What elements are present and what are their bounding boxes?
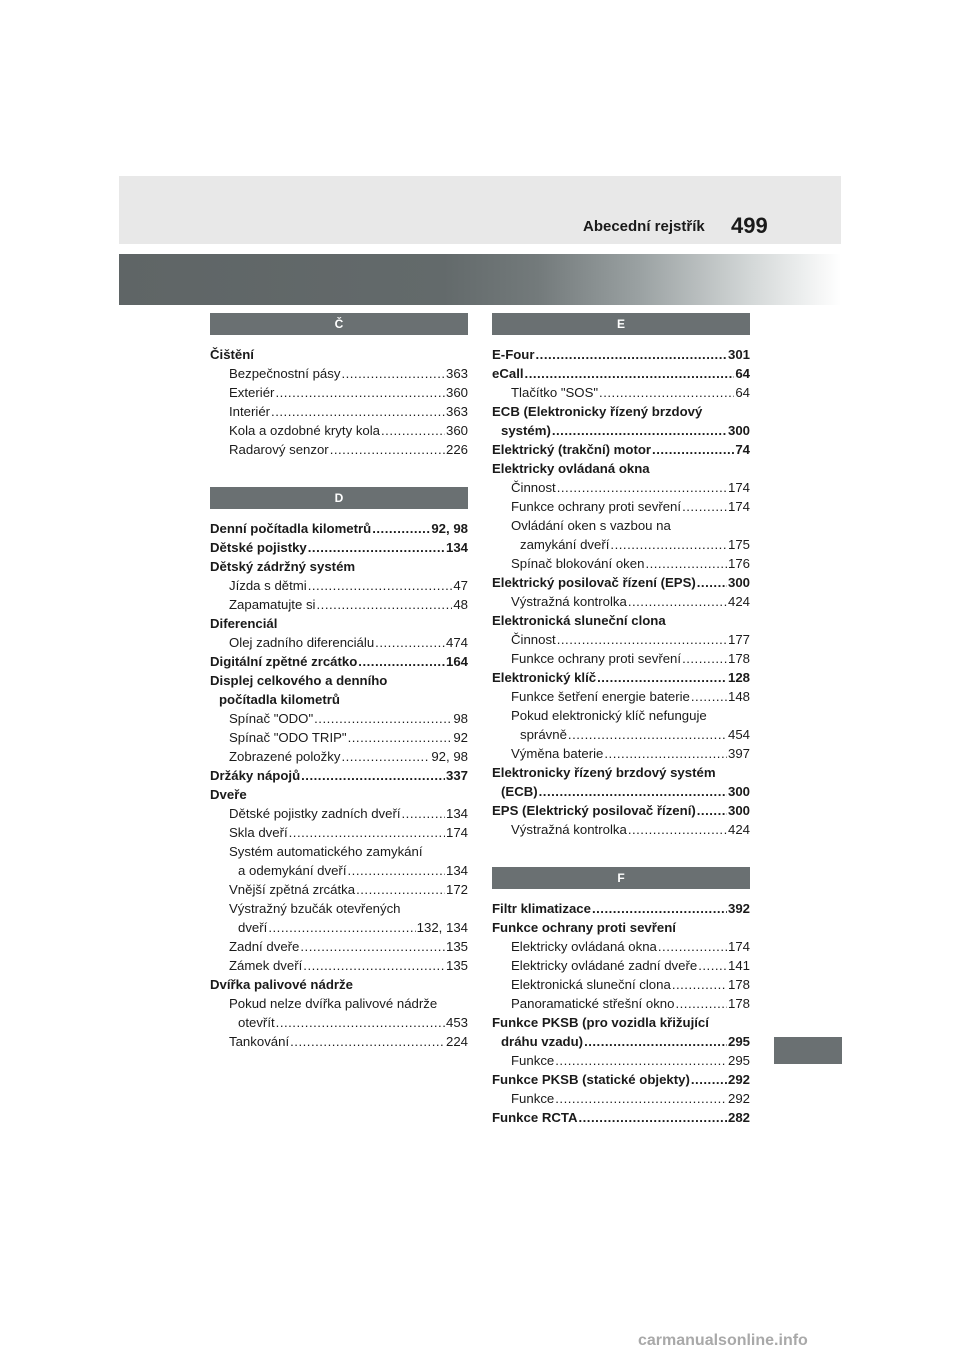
index-entry-page: 134: [445, 806, 468, 821]
index-entry-page: 178: [727, 651, 750, 666]
index-entry: [210, 918, 468, 937]
index-entry-page: 92, 98: [431, 521, 468, 536]
index-entry-page: 47: [453, 578, 468, 593]
index-entry: [210, 595, 468, 614]
dot-leader: [268, 918, 415, 937]
index-entry: [492, 1013, 750, 1032]
index-entry: [210, 557, 468, 576]
dot-leader: [557, 478, 727, 497]
dot-leader: [645, 554, 727, 573]
dot-leader: [289, 823, 445, 842]
index-entry-text: Výměna baterie: [511, 746, 604, 761]
index-entry: [210, 614, 468, 633]
index-entry: [210, 975, 468, 994]
watermark: carmanualsonline.info: [638, 1332, 808, 1349]
index-entry-text: Tlačítko "SOS": [511, 385, 599, 400]
index-entry: [210, 823, 468, 842]
index-entry: [210, 519, 468, 538]
page-number: 499: [731, 213, 768, 238]
dot-leader: [276, 1013, 445, 1032]
index-entry: [210, 690, 468, 709]
index-entry: [210, 728, 468, 747]
dot-leader: [341, 364, 445, 383]
index-entry-text: Ovládání oken s vazbou na: [511, 518, 671, 533]
index-entry: [492, 345, 750, 364]
index-entry-text: Zobrazené položky: [229, 749, 341, 764]
dot-leader: [341, 747, 430, 766]
index-entry: [210, 402, 468, 421]
index-entry-text: EPS (Elektrický posilovač řízení): [492, 803, 696, 818]
index-entry-page: 397: [727, 746, 750, 761]
dot-leader: [597, 668, 727, 687]
index-entry-text: Pokud nelze dvířka palivové nádrže: [229, 996, 438, 1011]
index-entry-page: 300: [727, 784, 750, 799]
index-entry-text: Funkce RCTA: [492, 1110, 578, 1125]
index-entry-page: 360: [445, 423, 468, 438]
section-letter-header: D: [210, 487, 468, 509]
dot-leader: [555, 1089, 727, 1108]
section-gap: [492, 839, 750, 867]
index-entry: [210, 937, 468, 956]
index-entry-text: Čištění: [210, 347, 254, 362]
section-gap: [210, 459, 468, 487]
dot-leader: [610, 535, 727, 554]
index-entry: [210, 345, 468, 364]
index-entry: [492, 478, 750, 497]
index-entry-text: otevřít: [238, 1015, 275, 1030]
dot-leader: [290, 1032, 445, 1051]
index-entry-page: 424: [727, 822, 750, 837]
index-entry-text: Funkce PKSB (pro vozidla křižující: [492, 1015, 709, 1030]
dot-leader: [348, 728, 453, 747]
index-entry-text: Funkce ochrany proti sevření: [511, 651, 682, 666]
index-entry-page: 174: [727, 939, 750, 954]
index-entry-text: Zámek dveří: [229, 958, 303, 973]
index-entry-text: Filtr klimatizace: [492, 901, 591, 916]
index-entry-text: Panoramatické střešní okno: [511, 996, 675, 1011]
index-entry-page: 292: [727, 1091, 750, 1106]
index-entry-text: Výstražná kontrolka: [511, 594, 627, 609]
index-entry-text: Zapamatujte si: [229, 597, 316, 612]
dot-leader: [381, 421, 445, 440]
index-entry: [492, 975, 750, 994]
index-entry-text: Dětské pojistky zadních dveří: [229, 806, 401, 821]
index-entry-page: 360: [445, 385, 468, 400]
dot-leader: [552, 421, 727, 440]
index-entry-text: Bezpečnostní pásy: [229, 366, 341, 381]
index-entry: [210, 652, 468, 671]
index-entry-text: Jízda s dětmi: [229, 578, 307, 593]
index-entry-page: 141: [727, 958, 750, 973]
index-entry-text: Interiér: [229, 404, 271, 419]
index-entry-page: 74: [735, 442, 750, 457]
index-entry-text: E-Four: [492, 347, 535, 362]
index-entry: [210, 538, 468, 557]
index-entry-text: Diferenciál: [210, 616, 278, 631]
dot-leader: [675, 994, 727, 1013]
index-entry-page: 134: [445, 863, 468, 878]
index-entry-text: Dveře: [210, 787, 247, 802]
dot-leader: [691, 1070, 727, 1089]
index-entry: [492, 937, 750, 956]
dot-leader: [555, 1051, 727, 1070]
index-entry: [492, 725, 750, 744]
dot-leader: [658, 937, 727, 956]
index-entry: [492, 1108, 750, 1127]
index-entry-page: 134: [445, 540, 468, 555]
index-entry-text: ECB (Elektronicky řízený brzdový: [492, 404, 703, 419]
index-entry-text: počítadla kilometrů: [219, 692, 340, 707]
index-entry-page: 300: [727, 423, 750, 438]
index-entry-page: 224: [445, 1034, 468, 1049]
index-entry-page: 474: [445, 635, 468, 650]
index-entry: [492, 554, 750, 573]
dot-leader: [330, 440, 445, 459]
index-entry-page: 337: [445, 768, 468, 783]
index-entry-text: Výstražný bzučák otevřených: [229, 901, 401, 916]
index-entry-page: 92: [453, 730, 468, 745]
index-entry-text: Funkce: [511, 1053, 555, 1068]
index-entry: [492, 573, 750, 592]
index-entry-page: 128: [727, 670, 750, 685]
dot-leader: [375, 633, 445, 652]
index-entry: [210, 880, 468, 899]
decorative-gradient-band: [119, 254, 841, 305]
index-entry: [210, 440, 468, 459]
index-column-left: [210, 313, 468, 1051]
index-entry: [492, 421, 750, 440]
dot-leader: [300, 937, 445, 956]
index-entry: [492, 383, 750, 402]
index-entry-text: Displej celkového a denního: [210, 673, 388, 688]
index-entry-page: 295: [727, 1034, 750, 1049]
index-entry-text: a odemykání dveří: [238, 863, 347, 878]
index-entry-page: 226: [445, 442, 468, 457]
index-entry: [492, 687, 750, 706]
index-entry: [492, 649, 750, 668]
index-entry-text: Zadní dveře: [229, 939, 300, 954]
index-entry-text: Exteriér: [229, 385, 275, 400]
index-entry-text: Skla dveří: [229, 825, 288, 840]
index-entry-text: Tankování: [229, 1034, 290, 1049]
index-entry-text: Elektrický posilovač řízení (EPS): [492, 575, 696, 590]
index-entry: [210, 994, 468, 1013]
index-entry: [492, 440, 750, 459]
index-entry: [492, 459, 750, 478]
index-entry: [210, 709, 468, 728]
index-entry-page: 148: [727, 689, 750, 704]
index-entry-text: Činnost: [511, 632, 556, 647]
index-entry-text: Elektricky ovládané zadní dveře: [511, 958, 698, 973]
index-entry-page: 454: [727, 727, 750, 742]
dot-leader: [682, 649, 727, 668]
index-entry: [210, 842, 468, 861]
index-entry-page: 48: [453, 597, 468, 612]
index-entry: [492, 763, 750, 782]
index-entry-page: 174: [445, 825, 468, 840]
index-entry: [492, 706, 750, 725]
index-entry-text: Pokud elektronický klíč nefunguje: [511, 708, 707, 723]
dot-leader: [652, 440, 734, 459]
dot-leader: [584, 1032, 727, 1051]
index-entry: [492, 630, 750, 649]
dot-leader: [697, 573, 727, 592]
index-entry-page: 98: [453, 711, 468, 726]
index-entry-page: 295: [727, 1053, 750, 1068]
index-entry-page: 92, 98: [431, 749, 468, 764]
index-entry: [492, 801, 750, 820]
index-entry-page: 178: [727, 977, 750, 992]
index-entry-text: Elektronicky řízený brzdový systém: [492, 765, 716, 780]
index-entry-text: Kola a ozdobné kryty kola: [229, 423, 381, 438]
dot-leader: [628, 592, 727, 611]
section-letter-header: E: [492, 313, 750, 335]
index-entry: [492, 611, 750, 630]
index-entry: [492, 918, 750, 937]
index-entry-page: 164: [445, 654, 468, 669]
index-entry: [210, 671, 468, 690]
index-entry-text: Systém automatického zamykání: [229, 844, 423, 859]
dot-leader: [372, 519, 430, 538]
index-entry-page: 424: [727, 594, 750, 609]
index-entry-page: 174: [727, 499, 750, 514]
dot-leader: [672, 975, 727, 994]
index-entry: [210, 747, 468, 766]
index-entry: [492, 1051, 750, 1070]
index-entry-page: 292: [727, 1072, 750, 1087]
index-entry-text: Radarový senzor: [229, 442, 329, 457]
dot-leader: [303, 956, 445, 975]
dot-leader: [308, 576, 453, 595]
index-entry: [210, 766, 468, 785]
index-entry-text: Elektronická sluneční clona: [492, 613, 666, 628]
index-entry-text: Elektronická sluneční clona: [511, 977, 671, 992]
index-entry-text: Držáky nápojů: [210, 768, 301, 783]
dot-leader: [358, 652, 445, 671]
index-column-right: [492, 313, 750, 1127]
index-entry-text: Funkce PKSB (statické objekty): [492, 1072, 690, 1087]
index-entry-page: 178: [727, 996, 750, 1011]
index-entry-page: 453: [445, 1015, 468, 1030]
index-entry-text: Elektricky ovládaná okna: [511, 939, 657, 954]
index-entry: [492, 782, 750, 801]
index-entry: [210, 421, 468, 440]
index-entry: [492, 668, 750, 687]
dot-leader: [599, 383, 734, 402]
chapter-side-tab: [774, 1037, 842, 1064]
index-entry-page: 363: [445, 366, 468, 381]
index-entry-text: Výstražná kontrolka: [511, 822, 627, 837]
index-entry-text: systém): [501, 423, 551, 438]
index-entry: [210, 804, 468, 823]
index-entry-text: eCall: [492, 366, 524, 381]
index-entry: [492, 516, 750, 535]
index-entry-text: dráhu vzadu): [501, 1034, 584, 1049]
dot-leader: [356, 880, 445, 899]
index-entry-text: Spínač "ODO": [229, 711, 314, 726]
index-entry-text: Digitální zpětné zrcátko: [210, 654, 358, 669]
index-entry-text: Elektrický (trakční) motor: [492, 442, 652, 457]
index-entry-text: Elektronický klíč: [492, 670, 597, 685]
index-entry-text: Dvířka palivové nádrže: [210, 977, 353, 992]
index-entry-page: 64: [735, 385, 750, 400]
header-title: Abecední rejstřík: [583, 218, 705, 235]
dot-leader: [697, 801, 727, 820]
dot-leader: [536, 345, 727, 364]
dot-leader: [317, 595, 453, 614]
index-entry-page: 363: [445, 404, 468, 419]
index-entry-text: Elektricky ovládaná okna: [492, 461, 650, 476]
index-entry: [492, 820, 750, 839]
dot-leader: [698, 956, 727, 975]
index-entry: [492, 956, 750, 975]
index-entry-page: 392: [727, 901, 750, 916]
section-letter-header: Č: [210, 313, 468, 335]
dot-leader: [525, 364, 735, 383]
index-entry-text: dveří: [238, 920, 268, 935]
dot-leader: [691, 687, 727, 706]
index-entry-page: 282: [727, 1110, 750, 1125]
index-entry: [492, 1089, 750, 1108]
dot-leader: [275, 383, 445, 402]
index-entry: [210, 1032, 468, 1051]
index-entry-text: Dětské pojistky: [210, 540, 307, 555]
dot-leader: [578, 1108, 727, 1127]
index-entry: [492, 535, 750, 554]
index-entry: [210, 861, 468, 880]
index-entry-page: 132, 134: [416, 920, 468, 935]
index-entry-text: Činnost: [511, 480, 556, 495]
index-entry-text: (ECB): [501, 784, 538, 799]
index-entry: [492, 994, 750, 1013]
index-entry: [492, 592, 750, 611]
index-entry-page: 300: [727, 575, 750, 590]
index-entry-page: 135: [445, 939, 468, 954]
index-entry-page: 175: [727, 537, 750, 552]
index-entry: [492, 899, 750, 918]
index-entry-text: Spínač "ODO TRIP": [229, 730, 347, 745]
index-entry-text: Dětský zádržný systém: [210, 559, 356, 574]
index-entry-text: Olej zadního diferenciálu: [229, 635, 375, 650]
dot-leader: [314, 709, 452, 728]
dot-leader: [682, 497, 727, 516]
dot-leader: [568, 725, 727, 744]
index-entry: [492, 497, 750, 516]
index-entry: [210, 576, 468, 595]
index-entry-page: 300: [727, 803, 750, 818]
index-entry: [210, 364, 468, 383]
index-entry-page: 64: [735, 366, 750, 381]
dot-leader: [271, 402, 445, 421]
index-entry: [210, 383, 468, 402]
index-entry: [210, 633, 468, 652]
index-entry-text: správně: [520, 727, 567, 742]
index-entry-text: Funkce šetření energie baterie: [511, 689, 690, 704]
dot-leader: [539, 782, 727, 801]
index-entry-page: 177: [727, 632, 750, 647]
index-entry-page: 135: [445, 958, 468, 973]
index-entry: [210, 1013, 468, 1032]
index-entry-page: 301: [727, 347, 750, 362]
index-entry: [210, 785, 468, 804]
index-entry: [210, 899, 468, 918]
index-entry: [492, 1070, 750, 1089]
index-entry: [492, 1032, 750, 1051]
index-entry-text: Spínač blokování oken: [511, 556, 645, 571]
dot-leader: [348, 861, 445, 880]
index-entry: [492, 744, 750, 763]
index-entry-text: Vnější zpětná zrcátka: [229, 882, 356, 897]
index-entry: [492, 402, 750, 421]
section-letter-header: F: [492, 867, 750, 889]
index-entry-text: Funkce ochrany proti sevření: [492, 920, 676, 935]
dot-leader: [301, 766, 445, 785]
index-entry-page: 172: [445, 882, 468, 897]
index-entry: [210, 956, 468, 975]
index-entry-text: zamykání dveří: [520, 537, 610, 552]
index-entry-text: Funkce: [511, 1091, 555, 1106]
dot-leader: [592, 899, 727, 918]
index-entry-page: 176: [727, 556, 750, 571]
index-entry-page: 174: [727, 480, 750, 495]
dot-leader: [628, 820, 727, 839]
dot-leader: [308, 538, 445, 557]
index-entry: [492, 364, 750, 383]
index-entry-text: Funkce ochrany proti sevření: [511, 499, 682, 514]
dot-leader: [557, 630, 727, 649]
dot-leader: [402, 804, 445, 823]
index-entry-text: Denní počítadla kilometrů: [210, 521, 372, 536]
dot-leader: [604, 744, 727, 763]
